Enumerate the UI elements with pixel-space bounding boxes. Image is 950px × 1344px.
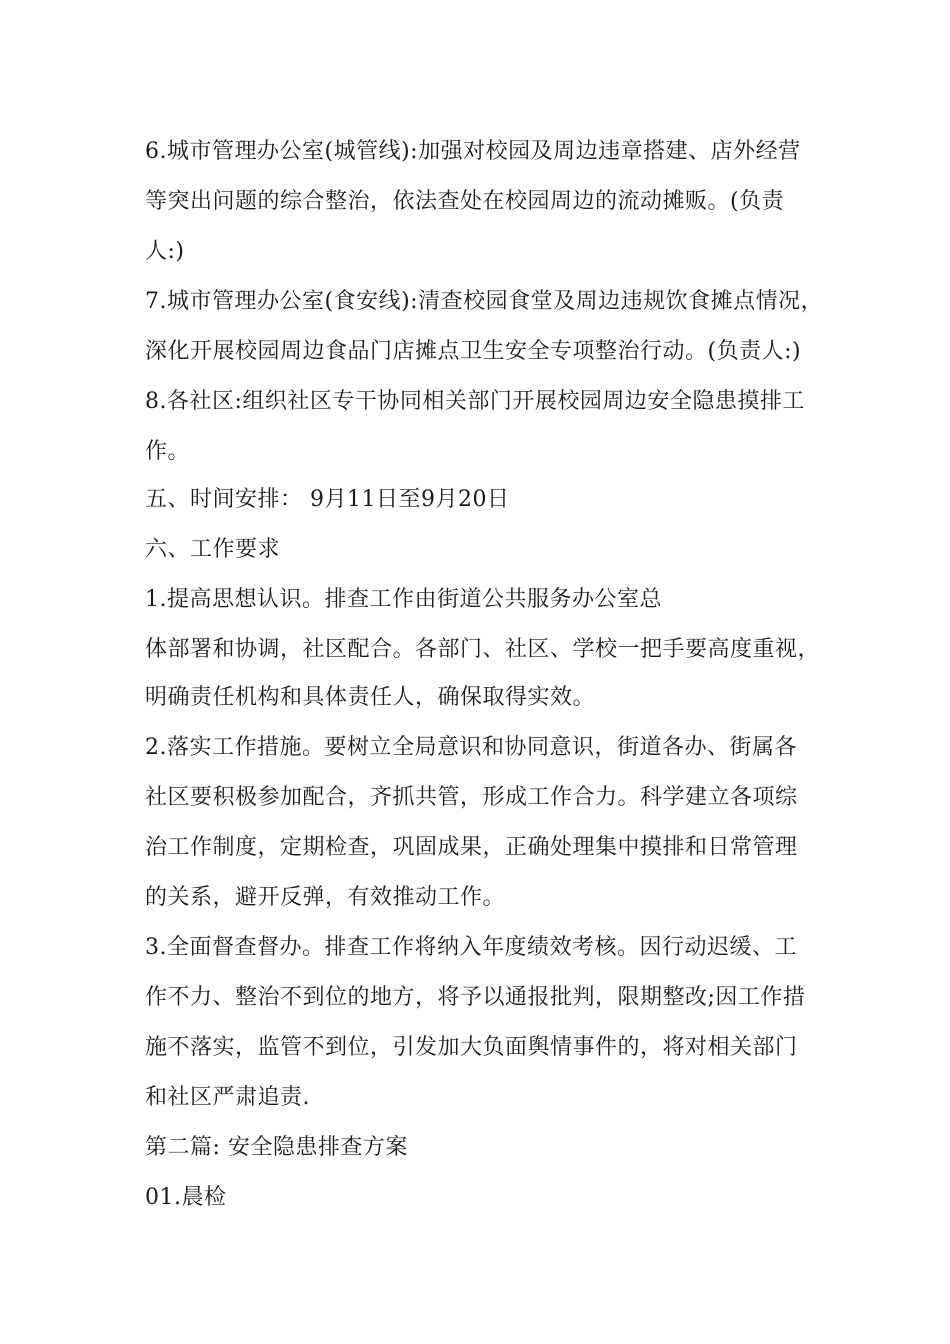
section-6-heading: 六、工作要求 xyxy=(145,537,281,562)
requirement-3-line-4: 和社区严肃追责. xyxy=(145,1085,310,1110)
requirement-1-line-2: 体部署和协调，社区配合。各部门、社区、学校一把手要高度重视， xyxy=(145,637,821,662)
paragraph-7-line-1: 7.城市管理办公室(食安线):清查校园食堂及周边违规饮食摊点情况， xyxy=(145,289,824,314)
requirement-2-line-2: 社区要积极参加配合，齐抓共管，形成工作合力。科学建立各项综 xyxy=(145,785,798,810)
requirement-2-line-4: 的关系，避开反弹，有效推动工作。 xyxy=(145,885,506,910)
requirement-1-line-1: 1.提高思想认识。排查工作由街道公共服务办公室总 xyxy=(145,587,662,612)
paragraph-6-line-1: 6.城市管理办公室(城管线):加强对校园及周边违章搭建、店外经营 xyxy=(145,139,801,164)
requirement-3-line-2: 作不力、整治不到位的地方，将予以通报批判，限期整改;因工作措 xyxy=(145,985,806,1010)
requirement-2-line-1: 2.落实工作措施。要树立全局意识和协同意识，街道各办、街属各 xyxy=(145,735,797,760)
paragraph-8-line-2: 作。 xyxy=(145,439,191,464)
part-2-heading: 第二篇: 安全隐患排查方案 xyxy=(145,1135,408,1160)
requirement-2-line-3: 治工作制度，定期检查，巩固成果，正确处理集中摸排和日常管理 xyxy=(145,835,798,860)
subsection-01-heading: 01.晨检 xyxy=(145,1185,227,1210)
paragraph-6-line-3: 人:) xyxy=(145,239,185,264)
requirement-3-line-3: 施不落实，监管不到位，引发加大负面舆情事件的，将对相关部门 xyxy=(145,1035,798,1060)
requirement-3-line-1: 3.全面督查督办。排查工作将纳入年度绩效考核。因行动迟缓、工 xyxy=(145,935,797,960)
paragraph-7-line-2: 深化开展校园周边食品门店摊点卫生安全专项整治行动。(负责人:) xyxy=(145,339,802,364)
section-5-heading: 五、时间安排： 9月11日至9月20日 xyxy=(145,487,510,512)
paragraph-6-line-2: 等突出问题的综合整治，依法查处在校园周边的流动摊贩。(负责 xyxy=(145,189,785,214)
requirement-1-line-3: 明确责任机构和具体责任人，确保取得实效。 xyxy=(145,685,596,710)
paragraph-8-line-1: 8.各社区:组织社区专干协同相关部门开展校园周边安全隐患摸排工 xyxy=(145,389,805,414)
